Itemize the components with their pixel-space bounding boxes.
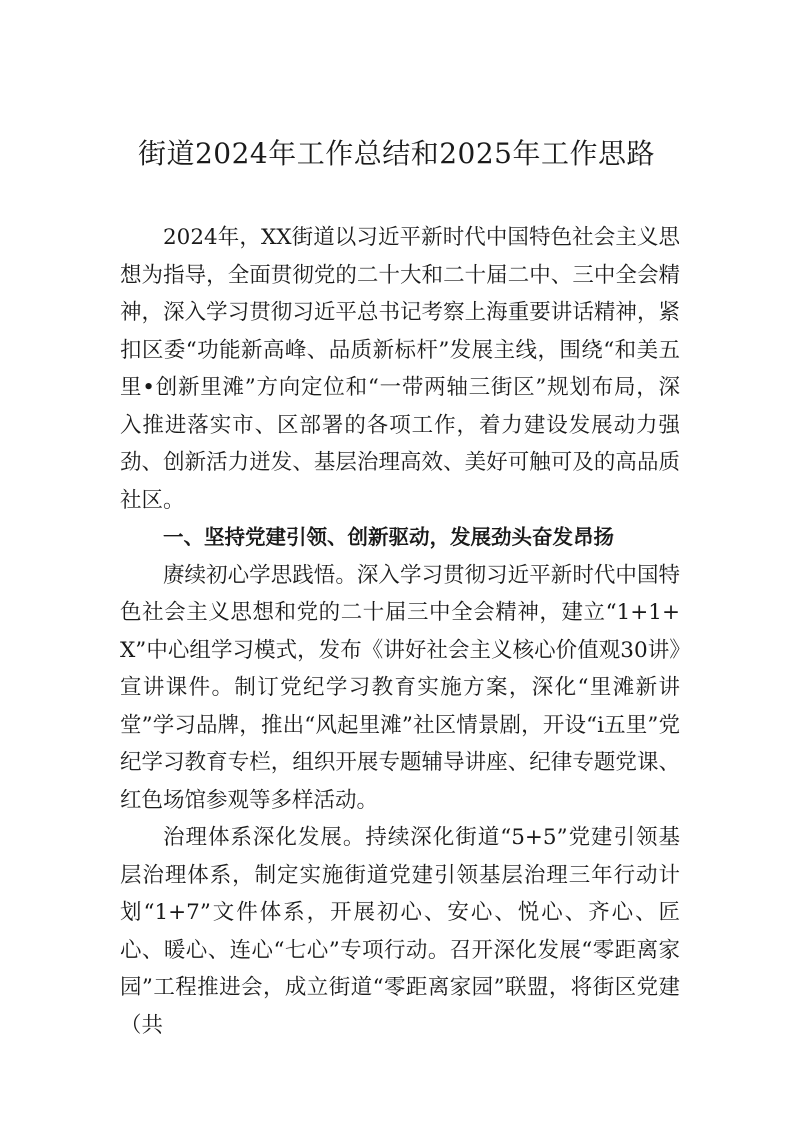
section-heading-1: 一、坚持党建引领、创新驱动，发展劲头奋发昂扬 bbox=[163, 525, 614, 549]
document-title: 街道2024年工作总结和2025年工作思路 bbox=[137, 137, 656, 170]
intro-paragraph: 2024年，XX街道以习近平新时代中国特色社会主义思想为指导，全面贯彻党的二十大和二十届二中、三中全会精神，深入学习贯彻习近平总书记考察上海重要讲话精神，紧扣区委“功能新高峰、品质新标杆”发展主线，围绕“和美五里•创新里滩”方向定位和“一带两轴三街区”规划布局，深入推进落实市、区部署的各项工作，着力建设发展动力强劲、创新活力迸发、基层治理高效、美好可触可及的高品质社区。 bbox=[120, 225, 680, 513]
document-body bbox=[120, 219, 680, 1044]
paragraph-party-study: 赓续初心学思践悟。深入学习贯彻习近平新时代中国特色社会主义思想和党的二十届三中全会精神，建立“1+1+X”中心组学习模式，发布《讲好社会主义核心价值观30讲》宣讲课件。制订党纪学习教育实施方案，深化“里滩新讲堂”学习品牌，推出“风起里滩”社区情景剧，开设“i五里”党纪学习教育专栏，组织开展专题辅导讲座、纪律专题党课、红色场馆参观等多样活动。 bbox=[120, 562, 680, 813]
paragraph-governance-system: 治理体系深化发展。持续深化街道“5+5”党建引领基层治理体系，制定实施街道党建引领基层治理三年行动计划“1+7”文件体系，开展初心、安心、悦心、齐心、匠心、暖心、连心“七心”专项行动。召开深化发展“零距离家园”工程推进会，成立街道“零距离家园”联盟，将街区党建（共 bbox=[120, 825, 680, 1038]
